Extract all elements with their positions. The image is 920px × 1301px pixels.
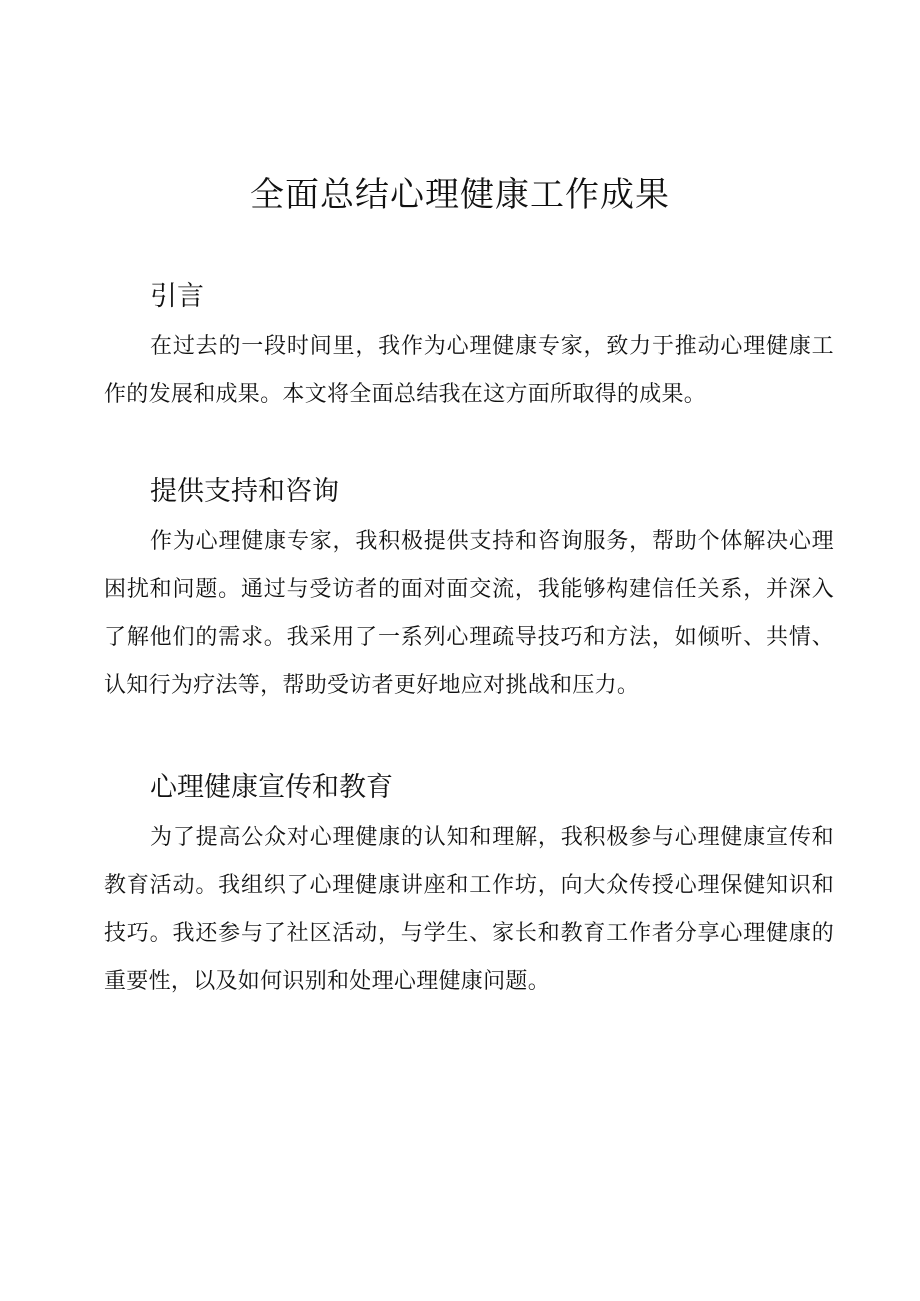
section-introduction (104, 275, 834, 419)
section-paragraph: 作为心理健康专家，我积极提供支持和咨询服务，帮助个体解决心理困扰和问题。通过与受访者的面对面交流，我能够构建信任关系，并深入了解他们的需求。我采用了一系列心理疏导技巧和方法，如倾听、共情、认知行为疗法等，帮助受访者更好地应对挑战和压力。 (104, 529, 834, 698)
section-paragraph: 为了提高公众对心理健康的认知和理解，我积极参与心理健康宣传和教育活动。我组织了心理健康讲座和工作坊，向大众传授心理保健知识和技巧。我还参与了社区活动，与学生、家长和教育工作者分享心理健康的重要性，以及如何识别和处理心理健康问题。 (104, 825, 834, 994)
section-heading: 心理健康宣传和教育 (150, 772, 393, 803)
section-heading: 提供支持和咨询 (150, 476, 339, 507)
section-support-and-counseling (104, 470, 834, 710)
section-promotion-and-education (104, 766, 834, 1006)
section-paragraph: 在过去的一段时间里，我作为心理健康专家，致力于推动心理健康工作的发展和成果。本文将全面总结我在这方面所取得的成果。 (104, 334, 834, 407)
section-heading: 引言 (150, 281, 204, 312)
document-title: 全面总结心理健康工作成果 (250, 175, 670, 215)
